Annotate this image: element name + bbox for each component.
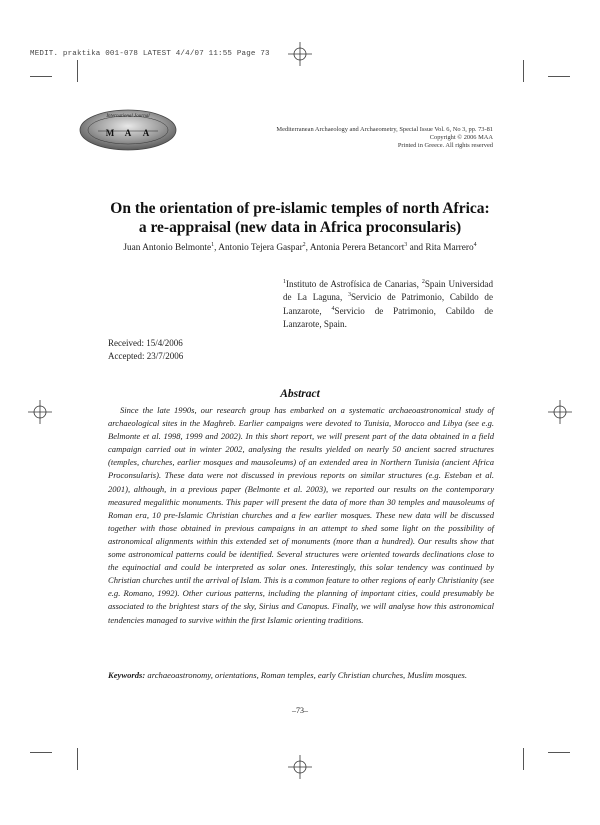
logo-letter-m: M (105, 128, 115, 138)
journal-copyright: Copyright © 2006 MAA (429, 134, 493, 142)
affiliations (283, 278, 493, 332)
accepted-date: Accepted: 23/7/2006 (108, 351, 184, 361)
journal-info (193, 126, 493, 151)
affil-2-sup: 2 (421, 278, 425, 285)
author-3: Antonia Perera Betancort (309, 243, 405, 253)
affil-4: Servicio de Patrimonio, Cabildo de Lanzarote, Spain. (283, 305, 493, 330)
submission-dates (108, 337, 183, 363)
registration-mark-right-icon (548, 400, 572, 424)
journal-printed: Printed in Greece. All rights reserved (397, 142, 493, 150)
logo-letter-a2: A (142, 128, 150, 138)
paper-title (80, 199, 520, 237)
crop-mark-top-left-h (30, 76, 52, 77)
author-list (60, 243, 540, 253)
author-2: Antonio Tejera Gaspar (218, 243, 303, 253)
author-sep-1: , (214, 243, 219, 253)
registration-mark-top-icon (288, 42, 312, 66)
maa-logo-icon (78, 108, 178, 152)
page-number: –73– (292, 706, 308, 715)
affil-2: Spain Universidad de La Laguna, (283, 279, 493, 303)
affil-4-sup: 4 (331, 305, 335, 312)
affil-3: Servicio de Patrimonio, Cabildo de Lanzarote, (283, 292, 493, 316)
registration-mark-left-icon (28, 400, 52, 424)
abstract-text: Since the late 1990s, our research group has embarked on a systematic archaeoastronomical study of archaeological sites in the Maghreb. Earlier campaigns were devoted to Tunisia, Morocco and Libya (see e.g. Belmonte et al. 1998, 1999 and 2002). In this short report, we will present part of the data obtained in a field campaign carried out in winter 2002, analysing the results yielded on nearly 50 ancient sacred structures (temples, churches, earlier mosques and mausoleums) of an extended area in Northern Tunisia (ancient Africa Proconsularis). These data were not discussed in previous reports on similar structures (e.g. Esteban et al. 2001), although, in a previous paper (Belmonte et al. 2003), we reported our results on the contemporary measured megalithic monuments. This paper will present the data of more than 30 temples and mausoleums of Roman era, 10 pre-Islamic Christian churches and a few earlier mosques. These new data will be discussed together with those obtained in previous campaigns in an attempt to shed some light on the possibility of astronomical alignments within this extended set of monuments (more than a hundred). Our results show that some astronomical patterns could be identified. Several structures were oriented towards declinations close to the equinoctial and could be interpreted as solar ones. Interestingly, this solar tendency was continued by Christian churches until the arrival of Islam. This is a common feature to other regions of early Christianity (see e.g. Romano, 1992). Other curious patterns, including the planning of important cities, could presumably be associated to the brightest stars of the sky, Sirius and Canopus. Finally, we will analyse how this astronomical tendencies managed to survive within the first Islamic orienting traditions. (108, 405, 494, 625)
author-4: Rita Marrero (425, 243, 474, 253)
crop-mark-bottom-right-v (523, 748, 524, 770)
received-date: Received: 15/4/2006 (108, 338, 183, 348)
logo-letter-a1: A (124, 128, 132, 138)
crop-mark-top-right-h (548, 76, 570, 77)
abstract-heading: Abstract (280, 388, 320, 400)
author-1: Juan Antonio Belmonte (123, 243, 212, 253)
title-line-2: a re-appraisal (new data in Africa proconsularis) (138, 219, 462, 236)
affil-1: Instituto de Astrofísica de Canarias, (286, 279, 422, 289)
printer-slug: MEDIT. praktika 001-078 LATEST 4/4/07 11:55 Page 73 (30, 50, 270, 58)
author-sep-3: and (407, 243, 426, 253)
logo-top-text: International Journal (106, 114, 150, 119)
crop-mark-bottom-left-h (30, 752, 52, 753)
author-2-sup: 2 (302, 241, 306, 248)
journal-citation: Mediterranean Archaeology and Archaeometry, Special Issue Vol. 6, No 3, pp. 73-81 (276, 126, 493, 133)
registration-mark-bottom-icon (288, 755, 312, 779)
title-line-1: On the orientation of pre-islamic temples of north Africa: (110, 200, 490, 217)
crop-mark-top-left-v (77, 60, 78, 82)
author-3-sup: 3 (404, 241, 408, 248)
author-sep-2: , (305, 243, 310, 253)
crop-mark-bottom-left-v (77, 748, 78, 770)
author-4-sup: 4 (473, 241, 477, 248)
keywords-text: archaeoastronomy, orientations, Roman temples, early Christian churches, Muslim mosques. (145, 670, 468, 680)
keywords-label: Keywords: (108, 670, 146, 680)
crop-mark-bottom-right-h (548, 752, 570, 753)
crop-mark-top-right-v (523, 60, 524, 82)
keywords (108, 669, 494, 682)
affil-3-sup: 3 (348, 292, 351, 299)
author-1-sup: 1 (211, 241, 215, 248)
affil-1-sup: 1 (283, 278, 286, 285)
